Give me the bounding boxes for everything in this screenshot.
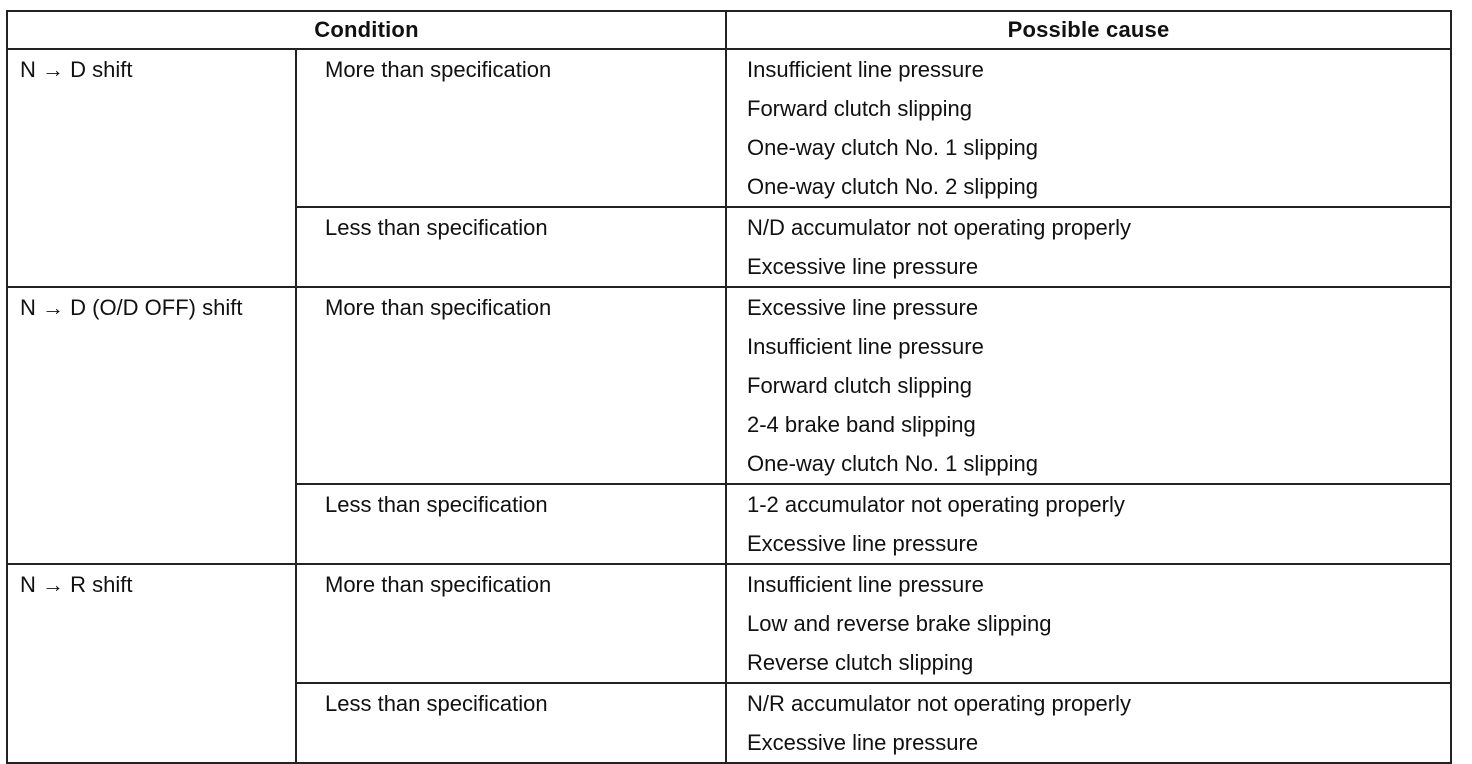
- cause-item: Insufficient line pressure: [747, 57, 984, 82]
- range-cell: [296, 287, 726, 484]
- header-row: [7, 11, 1451, 49]
- cause-item: Excessive line pressure: [747, 254, 979, 279]
- cause-cell: [726, 287, 1451, 484]
- diagnosis-table: [6, 10, 1452, 764]
- shift-condition: N → D (O/D OFF) shift: [20, 295, 243, 320]
- shift-condition: N → D shift: [20, 57, 133, 82]
- cause-item: Low and reverse brake slipping: [747, 611, 1052, 636]
- cause-item: 2-4 brake band slipping: [747, 412, 976, 437]
- condition-header: Condition: [7, 11, 726, 49]
- cause-cell: [726, 683, 1451, 763]
- cause-item: Forward clutch slipping: [747, 373, 972, 398]
- range-condition: More than specification: [325, 295, 552, 320]
- range-condition: Less than specification: [325, 215, 548, 240]
- cause-item: N/D accumulator not operating properly: [747, 215, 1131, 240]
- range-condition: Less than specification: [325, 492, 548, 517]
- range-cell: [296, 49, 726, 207]
- shift-condition-cell: [7, 49, 296, 287]
- cause-cell: [726, 49, 1451, 207]
- range-cell: [296, 683, 726, 763]
- shift-condition-cell: [7, 564, 296, 763]
- shift-condition-cell: [7, 287, 296, 564]
- cause-item: Insufficient line pressure: [747, 334, 984, 359]
- range-condition: Less than specification: [325, 691, 548, 716]
- range-condition: More than specification: [325, 57, 552, 82]
- range-cell: [296, 484, 726, 564]
- cause-item: One-way clutch No. 1 slipping: [747, 135, 1039, 160]
- possible-cause-header: Possible cause: [726, 11, 1451, 49]
- cause-item: Forward clutch slipping: [747, 96, 972, 121]
- cause-item: Reverse clutch slipping: [747, 650, 974, 675]
- range-condition: More than specification: [325, 572, 552, 597]
- cause-item: Insufficient line pressure: [747, 572, 984, 597]
- cause-cell: [726, 484, 1451, 564]
- shift-condition: N → R shift: [20, 572, 133, 597]
- cause-item: Excessive line pressure: [747, 295, 979, 320]
- cause-item: Excessive line pressure: [747, 730, 979, 755]
- range-cell: [296, 207, 726, 287]
- cause-item: 1-2 accumulator not operating properly: [747, 492, 1125, 517]
- table-row: [7, 49, 1451, 207]
- cause-item: One-way clutch No. 1 slipping: [747, 451, 1039, 476]
- cause-item: One-way clutch No. 2 slipping: [747, 174, 1039, 199]
- cause-item: Excessive line pressure: [747, 531, 979, 556]
- cause-item: N/R accumulator not operating properly: [747, 691, 1131, 716]
- range-cell: [296, 564, 726, 683]
- cause-cell: [726, 564, 1451, 683]
- cause-cell: [726, 207, 1451, 287]
- table-row: [7, 564, 1451, 683]
- table-row: [7, 287, 1451, 484]
